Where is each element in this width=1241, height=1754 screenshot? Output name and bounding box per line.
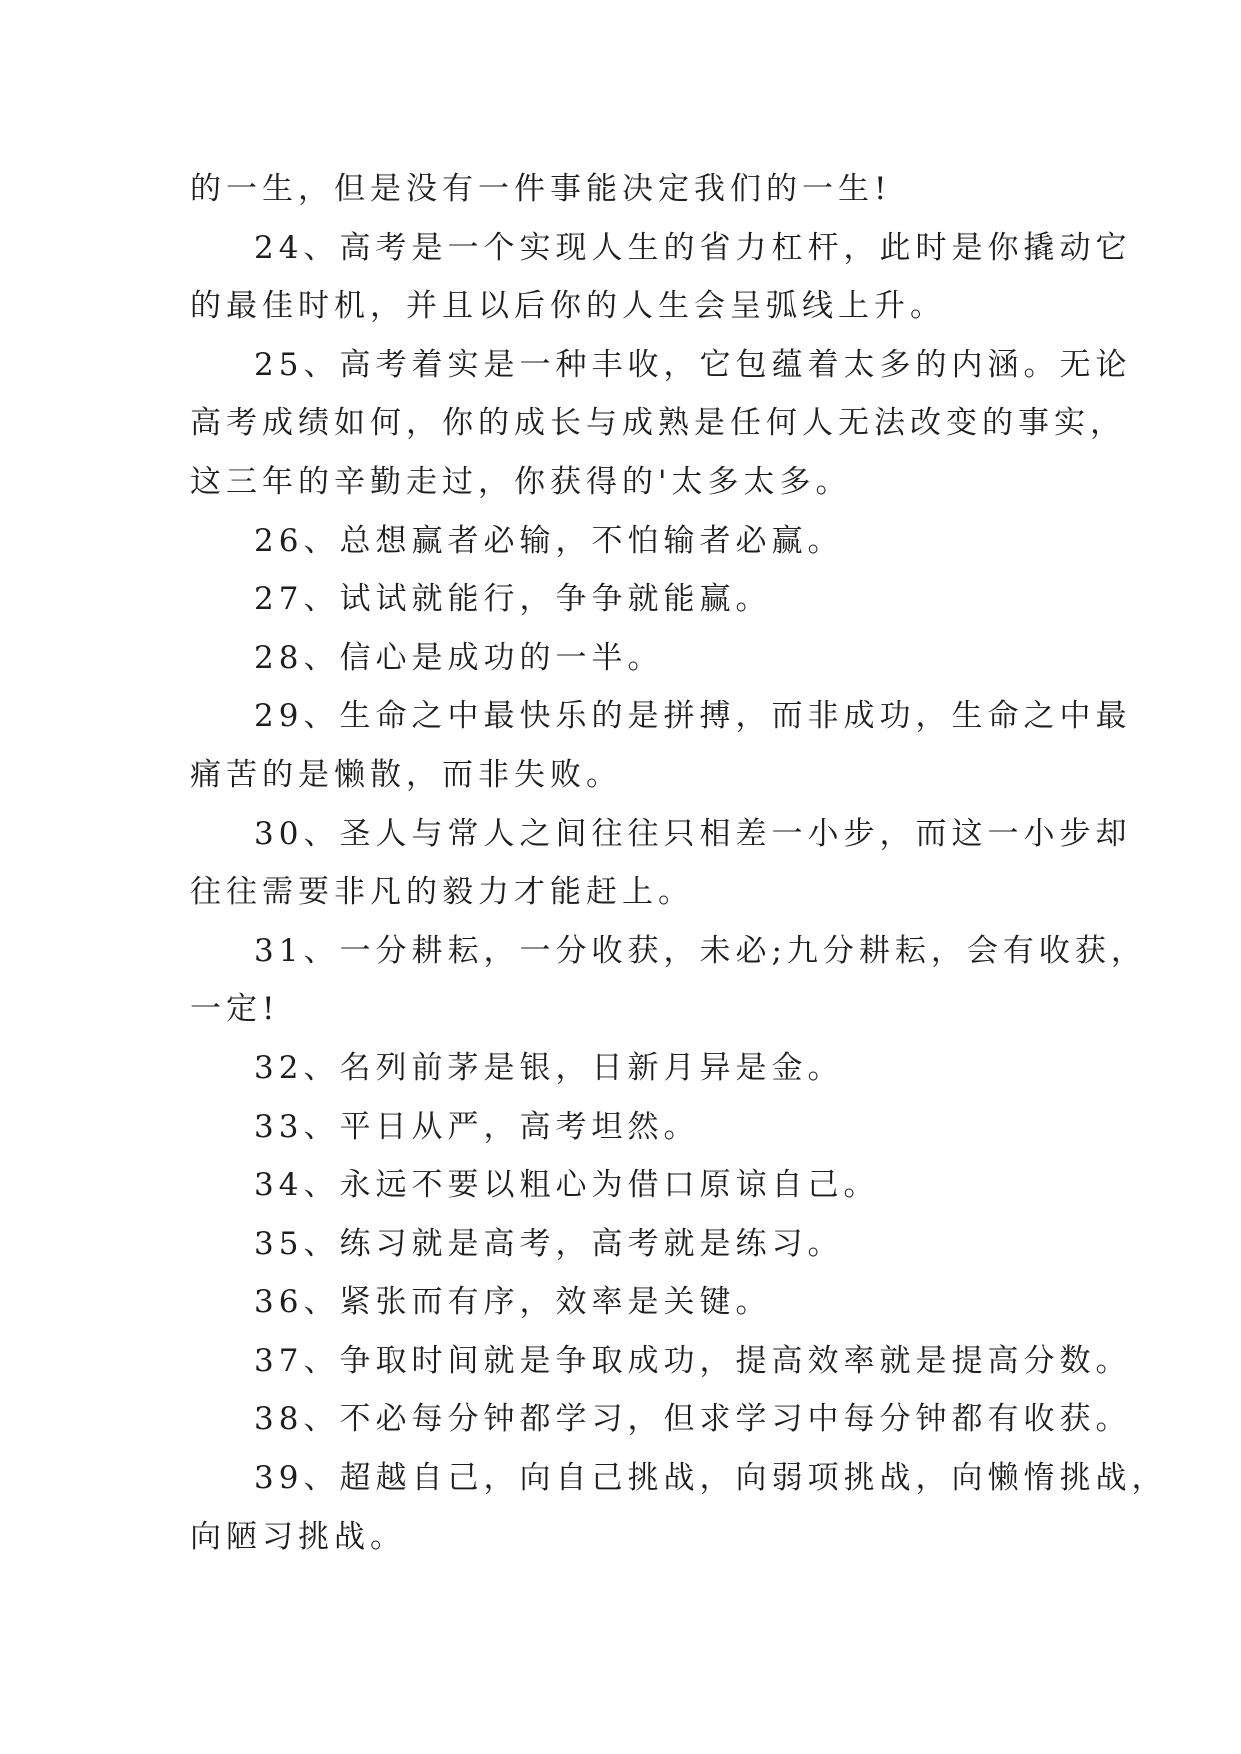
text-line: 29、生命之中最快乐的是拼搏，而非成功，生命之中最: [254, 698, 1132, 735]
text-line: 25、高考着实是一种丰收，它包蕴着太多的内涵。无论: [254, 346, 1132, 383]
text-line: 往往需要非凡的毅力才能赶上。: [190, 874, 694, 911]
text-line: 34、永远不要以粗心为借口原谅自己。: [254, 1167, 880, 1204]
text-line: 痛苦的是懒散，而非失败。: [190, 756, 622, 793]
text-line: 24、高考是一个实现人生的省力杠杆，此时是你撬动它: [254, 229, 1132, 266]
text-line: 27、试试就能行，争争就能赢。: [254, 581, 772, 618]
text-line: 32、名列前茅是银，日新月异是金。: [254, 1049, 844, 1086]
text-line: 30、圣人与常人之间往往只相差一小步，而这一小步却: [254, 815, 1132, 852]
text-line: 向陋习挑战。: [190, 1518, 406, 1555]
text-line: 38、不必每分钟都学习，但求学习中每分钟都有收获。: [254, 1401, 1132, 1438]
text-line: 37、争取时间就是争取成功，提高效率就是提高分数。: [254, 1342, 1132, 1379]
text-line: 的一生，但是没有一件事能决定我们的一生!: [190, 171, 892, 207]
text-line: 31、一分耕耘，一分收获，未必;九分耕耘，会有收获，: [254, 932, 1147, 969]
text-line: 36、紧张而有序，效率是关键。: [254, 1284, 772, 1321]
text-line: 35、练习就是高考，高考就是练习。: [254, 1225, 844, 1262]
text-line: 28、信心是成功的一半。: [254, 639, 664, 676]
document-body: [190, 160, 1168, 1566]
text-line: 的最佳时机，并且以后你的人生会呈弧线上升。: [190, 288, 946, 325]
text-line: 一定!: [190, 991, 280, 1028]
text-line: 39、超越自己，向自己挑战，向弱项挑战，向懒惰挑战，: [254, 1460, 1168, 1497]
text-block: [190, 160, 1168, 1566]
text-line: 33、平日从严，高考坦然。: [254, 1108, 700, 1145]
text-line: 高考成绩如何，你的成长与成熟是任何人无法改变的事实，: [190, 405, 1126, 442]
text-line: 这三年的辛勤走过，你获得的'太多太多。: [190, 463, 852, 500]
text-line: 26、总想赢者必输，不怕输者必赢。: [254, 522, 844, 559]
